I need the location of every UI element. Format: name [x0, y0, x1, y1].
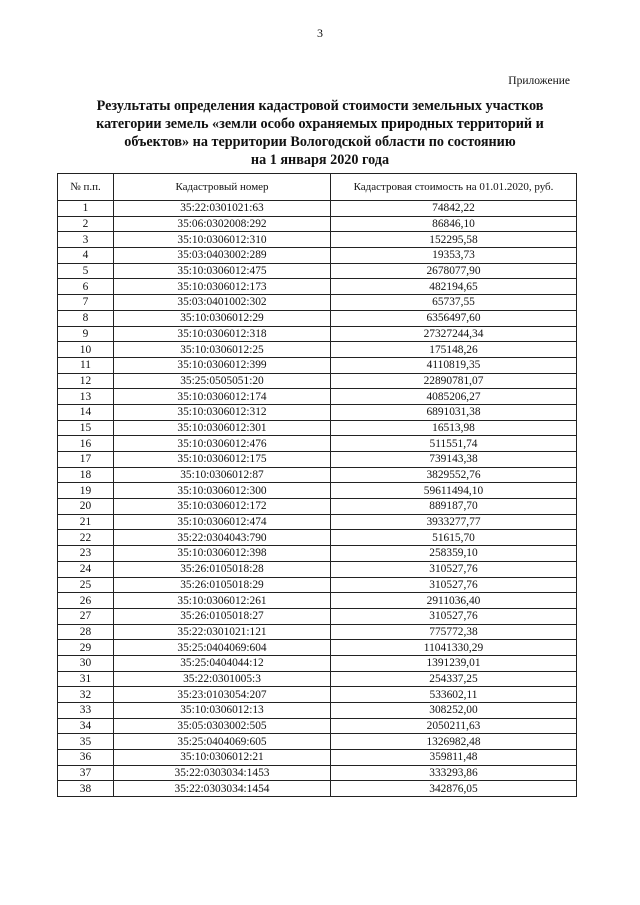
cadastral-value-cell: 51615,70: [331, 530, 577, 546]
cadastral-number-cell: 35:10:0306012:87: [114, 467, 331, 483]
table-row: [58, 655, 577, 671]
row-number-cell: 19: [58, 483, 114, 499]
table-row: [58, 201, 577, 217]
row-number-cell: 1: [58, 201, 114, 217]
table-row: [58, 624, 577, 640]
cadastral-number-cell: 35:10:0306012:301: [114, 420, 331, 436]
cadastral-number-cell: 35:03:0401002:302: [114, 295, 331, 311]
cadastral-value-cell: 310527,76: [331, 561, 577, 577]
table-row: [58, 640, 577, 656]
cadastral-number-cell: 35:10:0306012:172: [114, 499, 331, 515]
table-row: [58, 357, 577, 373]
cadastral-value-cell: 27327244,34: [331, 326, 577, 342]
cadastral-value-cell: 533602,11: [331, 687, 577, 703]
table-row: [58, 248, 577, 264]
appendix-label: Приложение: [508, 75, 570, 87]
row-number-cell: 34: [58, 718, 114, 734]
row-number-cell: 36: [58, 750, 114, 766]
cadastral-number-cell: 35:10:0306012:13: [114, 703, 331, 719]
row-number-cell: 26: [58, 593, 114, 609]
table-row: [58, 750, 577, 766]
table-row: [58, 734, 577, 750]
title-line: Результаты определения кадастровой стоимости земельных участков: [96, 98, 544, 114]
row-number-cell: 11: [58, 357, 114, 373]
row-number-cell: 25: [58, 577, 114, 593]
cadastral-value-cell: 1391239,01: [331, 655, 577, 671]
cadastral-value-cell: 22890781,07: [331, 373, 577, 389]
cadastral-number-cell: 35:22:0303034:1453: [114, 765, 331, 781]
cadastral-number-cell: 35:22:0301005:3: [114, 671, 331, 687]
row-number-cell: 38: [58, 781, 114, 797]
table-row: [58, 546, 577, 562]
table-row: [58, 310, 577, 326]
cadastral-value-cell: 65737,55: [331, 295, 577, 311]
title-line: категории земель «земли особо охраняемых природных территорий и: [96, 116, 544, 132]
cadastral-number-cell: 35:25:0404044:12: [114, 655, 331, 671]
row-number-cell: 24: [58, 561, 114, 577]
cadastral-value-cell: 6356497,60: [331, 310, 577, 326]
cadastral-number-cell: 35:22:0304043:790: [114, 530, 331, 546]
row-number-cell: 17: [58, 452, 114, 468]
table-row: [58, 781, 577, 797]
cadastral-number-cell: 35:22:0303034:1454: [114, 781, 331, 797]
table-row: [58, 530, 577, 546]
row-number-cell: 27: [58, 608, 114, 624]
table-row: [58, 404, 577, 420]
row-number-cell: 22: [58, 530, 114, 546]
cadastral-value-cell: 16513,98: [331, 420, 577, 436]
row-number-cell: 29: [58, 640, 114, 656]
cadastral-number-cell: 35:10:0306012:310: [114, 232, 331, 248]
header-row-number: № п.п.: [58, 174, 114, 201]
cadastral-value-cell: 308252,00: [331, 703, 577, 719]
cadastral-value-cell: 310527,76: [331, 608, 577, 624]
cadastral-number-cell: 35:10:0306012:25: [114, 342, 331, 358]
cadastral-value-cell: 310527,76: [331, 577, 577, 593]
table-row: [58, 216, 577, 232]
row-number-cell: 18: [58, 467, 114, 483]
cadastral-number-cell: 35:22:0301021:121: [114, 624, 331, 640]
table-row: [58, 342, 577, 358]
cadastral-number-cell: 35:10:0306012:29: [114, 310, 331, 326]
title-line: объектов» на территории Вологодской области по состоянию: [124, 134, 516, 150]
table-row: [58, 326, 577, 342]
cadastral-value-cell: 175148,26: [331, 342, 577, 358]
row-number-cell: 9: [58, 326, 114, 342]
cadastral-value-cell: 254337,25: [331, 671, 577, 687]
cadastral-number-cell: 35:06:0302008:292: [114, 216, 331, 232]
table-row: [58, 483, 577, 499]
cadastral-value-cell: 1326982,48: [331, 734, 577, 750]
cadastral-number-cell: 35:25:0404069:604: [114, 640, 331, 656]
cadastral-value-cell: 511551,74: [331, 436, 577, 452]
row-number-cell: 6: [58, 279, 114, 295]
row-number-cell: 21: [58, 514, 114, 530]
cadastral-value-cell: 86846,10: [331, 216, 577, 232]
row-number-cell: 28: [58, 624, 114, 640]
cadastral-value-cell: 258359,10: [331, 546, 577, 562]
cadastral-value-cell: 2050211,63: [331, 718, 577, 734]
row-number-cell: 12: [58, 373, 114, 389]
table-row: [58, 499, 577, 515]
table-row: [58, 389, 577, 405]
table-row: [58, 452, 577, 468]
row-number-cell: 2: [58, 216, 114, 232]
cadastral-value-cell: 889187,70: [331, 499, 577, 515]
table-row: [58, 765, 577, 781]
document-title: [60, 97, 580, 169]
cadastral-number-cell: 35:25:0505051:20: [114, 373, 331, 389]
cadastral-value-cell: 2678077,90: [331, 263, 577, 279]
header-cadastral-value: Кадастровая стоимость на 01.01.2020, руб.: [331, 174, 577, 201]
cadastral-value-cell: 152295,58: [331, 232, 577, 248]
cadastral-value-cell: 775772,38: [331, 624, 577, 640]
row-number-cell: 15: [58, 420, 114, 436]
cadastral-value-cell: 4110819,35: [331, 357, 577, 373]
cadastral-number-cell: 35:10:0306012:173: [114, 279, 331, 295]
table-row: [58, 687, 577, 703]
table-body: [58, 201, 577, 797]
row-number-cell: 4: [58, 248, 114, 264]
cadastral-value-cell: 74842,22: [331, 201, 577, 217]
row-number-cell: 37: [58, 765, 114, 781]
row-number-cell: 5: [58, 263, 114, 279]
cadastral-number-cell: 35:10:0306012:318: [114, 326, 331, 342]
cadastral-value-cell: 342876,05: [331, 781, 577, 797]
cadastral-number-cell: 35:05:0303002:505: [114, 718, 331, 734]
table-row: [58, 436, 577, 452]
table-row: [58, 232, 577, 248]
cadastral-number-cell: 35:03:0403002:289: [114, 248, 331, 264]
title-line: на 1 января 2020 года: [250, 152, 390, 168]
cadastral-number-cell: 35:10:0306012:261: [114, 593, 331, 609]
row-number-cell: 32: [58, 687, 114, 703]
header-cadastral-number: Кадастровый номер: [114, 174, 331, 201]
table-row: [58, 703, 577, 719]
cadastral-value-cell: 11041330,29: [331, 640, 577, 656]
cadastral-value-cell: 3933277,77: [331, 514, 577, 530]
table-row: [58, 263, 577, 279]
cadastral-value-cell: 4085206,27: [331, 389, 577, 405]
table-row: [58, 671, 577, 687]
table-row: [58, 279, 577, 295]
cadastral-number-cell: 35:10:0306012:300: [114, 483, 331, 499]
cadastral-value-cell: 482194,65: [331, 279, 577, 295]
table-row: [58, 467, 577, 483]
cadastral-number-cell: 35:26:0105018:29: [114, 577, 331, 593]
cadastral-value-table: [57, 173, 577, 797]
cadastral-number-cell: 35:10:0306012:476: [114, 436, 331, 452]
cadastral-number-cell: 35:10:0306012:399: [114, 357, 331, 373]
row-number-cell: 8: [58, 310, 114, 326]
row-number-cell: 10: [58, 342, 114, 358]
cadastral-value-cell: 359811,48: [331, 750, 577, 766]
cadastral-number-cell: 35:22:0301021:63: [114, 201, 331, 217]
row-number-cell: 35: [58, 734, 114, 750]
row-number-cell: 7: [58, 295, 114, 311]
row-number-cell: 23: [58, 546, 114, 562]
cadastral-value-cell: 739143,38: [331, 452, 577, 468]
cadastral-number-cell: 35:26:0105018:28: [114, 561, 331, 577]
row-number-cell: 14: [58, 404, 114, 420]
table-row: [58, 608, 577, 624]
cadastral-value-cell: 2911036,40: [331, 593, 577, 609]
cadastral-number-cell: 35:23:0103054:207: [114, 687, 331, 703]
cadastral-value-cell: 333293,86: [331, 765, 577, 781]
page-number: 3: [317, 26, 323, 40]
cadastral-number-cell: 35:10:0306012:475: [114, 263, 331, 279]
cadastral-value-cell: 3829552,76: [331, 467, 577, 483]
row-number-cell: 13: [58, 389, 114, 405]
table-row: [58, 561, 577, 577]
cadastral-number-cell: 35:26:0105018:27: [114, 608, 331, 624]
row-number-cell: 20: [58, 499, 114, 515]
cadastral-number-cell: 35:25:0404069:605: [114, 734, 331, 750]
cadastral-value-cell: 6891031,38: [331, 404, 577, 420]
table-row: [58, 373, 577, 389]
cadastral-value-cell: 59611494,10: [331, 483, 577, 499]
cadastral-number-cell: 35:10:0306012:21: [114, 750, 331, 766]
table-row: [58, 577, 577, 593]
row-number-cell: 3: [58, 232, 114, 248]
cadastral-number-cell: 35:10:0306012:174: [114, 389, 331, 405]
table-row: [58, 420, 577, 436]
cadastral-number-cell: 35:10:0306012:474: [114, 514, 331, 530]
cadastral-number-cell: 35:10:0306012:175: [114, 452, 331, 468]
row-number-cell: 16: [58, 436, 114, 452]
row-number-cell: 30: [58, 655, 114, 671]
cadastral-number-cell: 35:10:0306012:312: [114, 404, 331, 420]
row-number-cell: 33: [58, 703, 114, 719]
table-row: [58, 295, 577, 311]
table-row: [58, 593, 577, 609]
table-header-row: [58, 174, 577, 201]
row-number-cell: 31: [58, 671, 114, 687]
table-row: [58, 718, 577, 734]
cadastral-number-cell: 35:10:0306012:398: [114, 546, 331, 562]
cadastral-value-cell: 19353,73: [331, 248, 577, 264]
table-row: [58, 514, 577, 530]
